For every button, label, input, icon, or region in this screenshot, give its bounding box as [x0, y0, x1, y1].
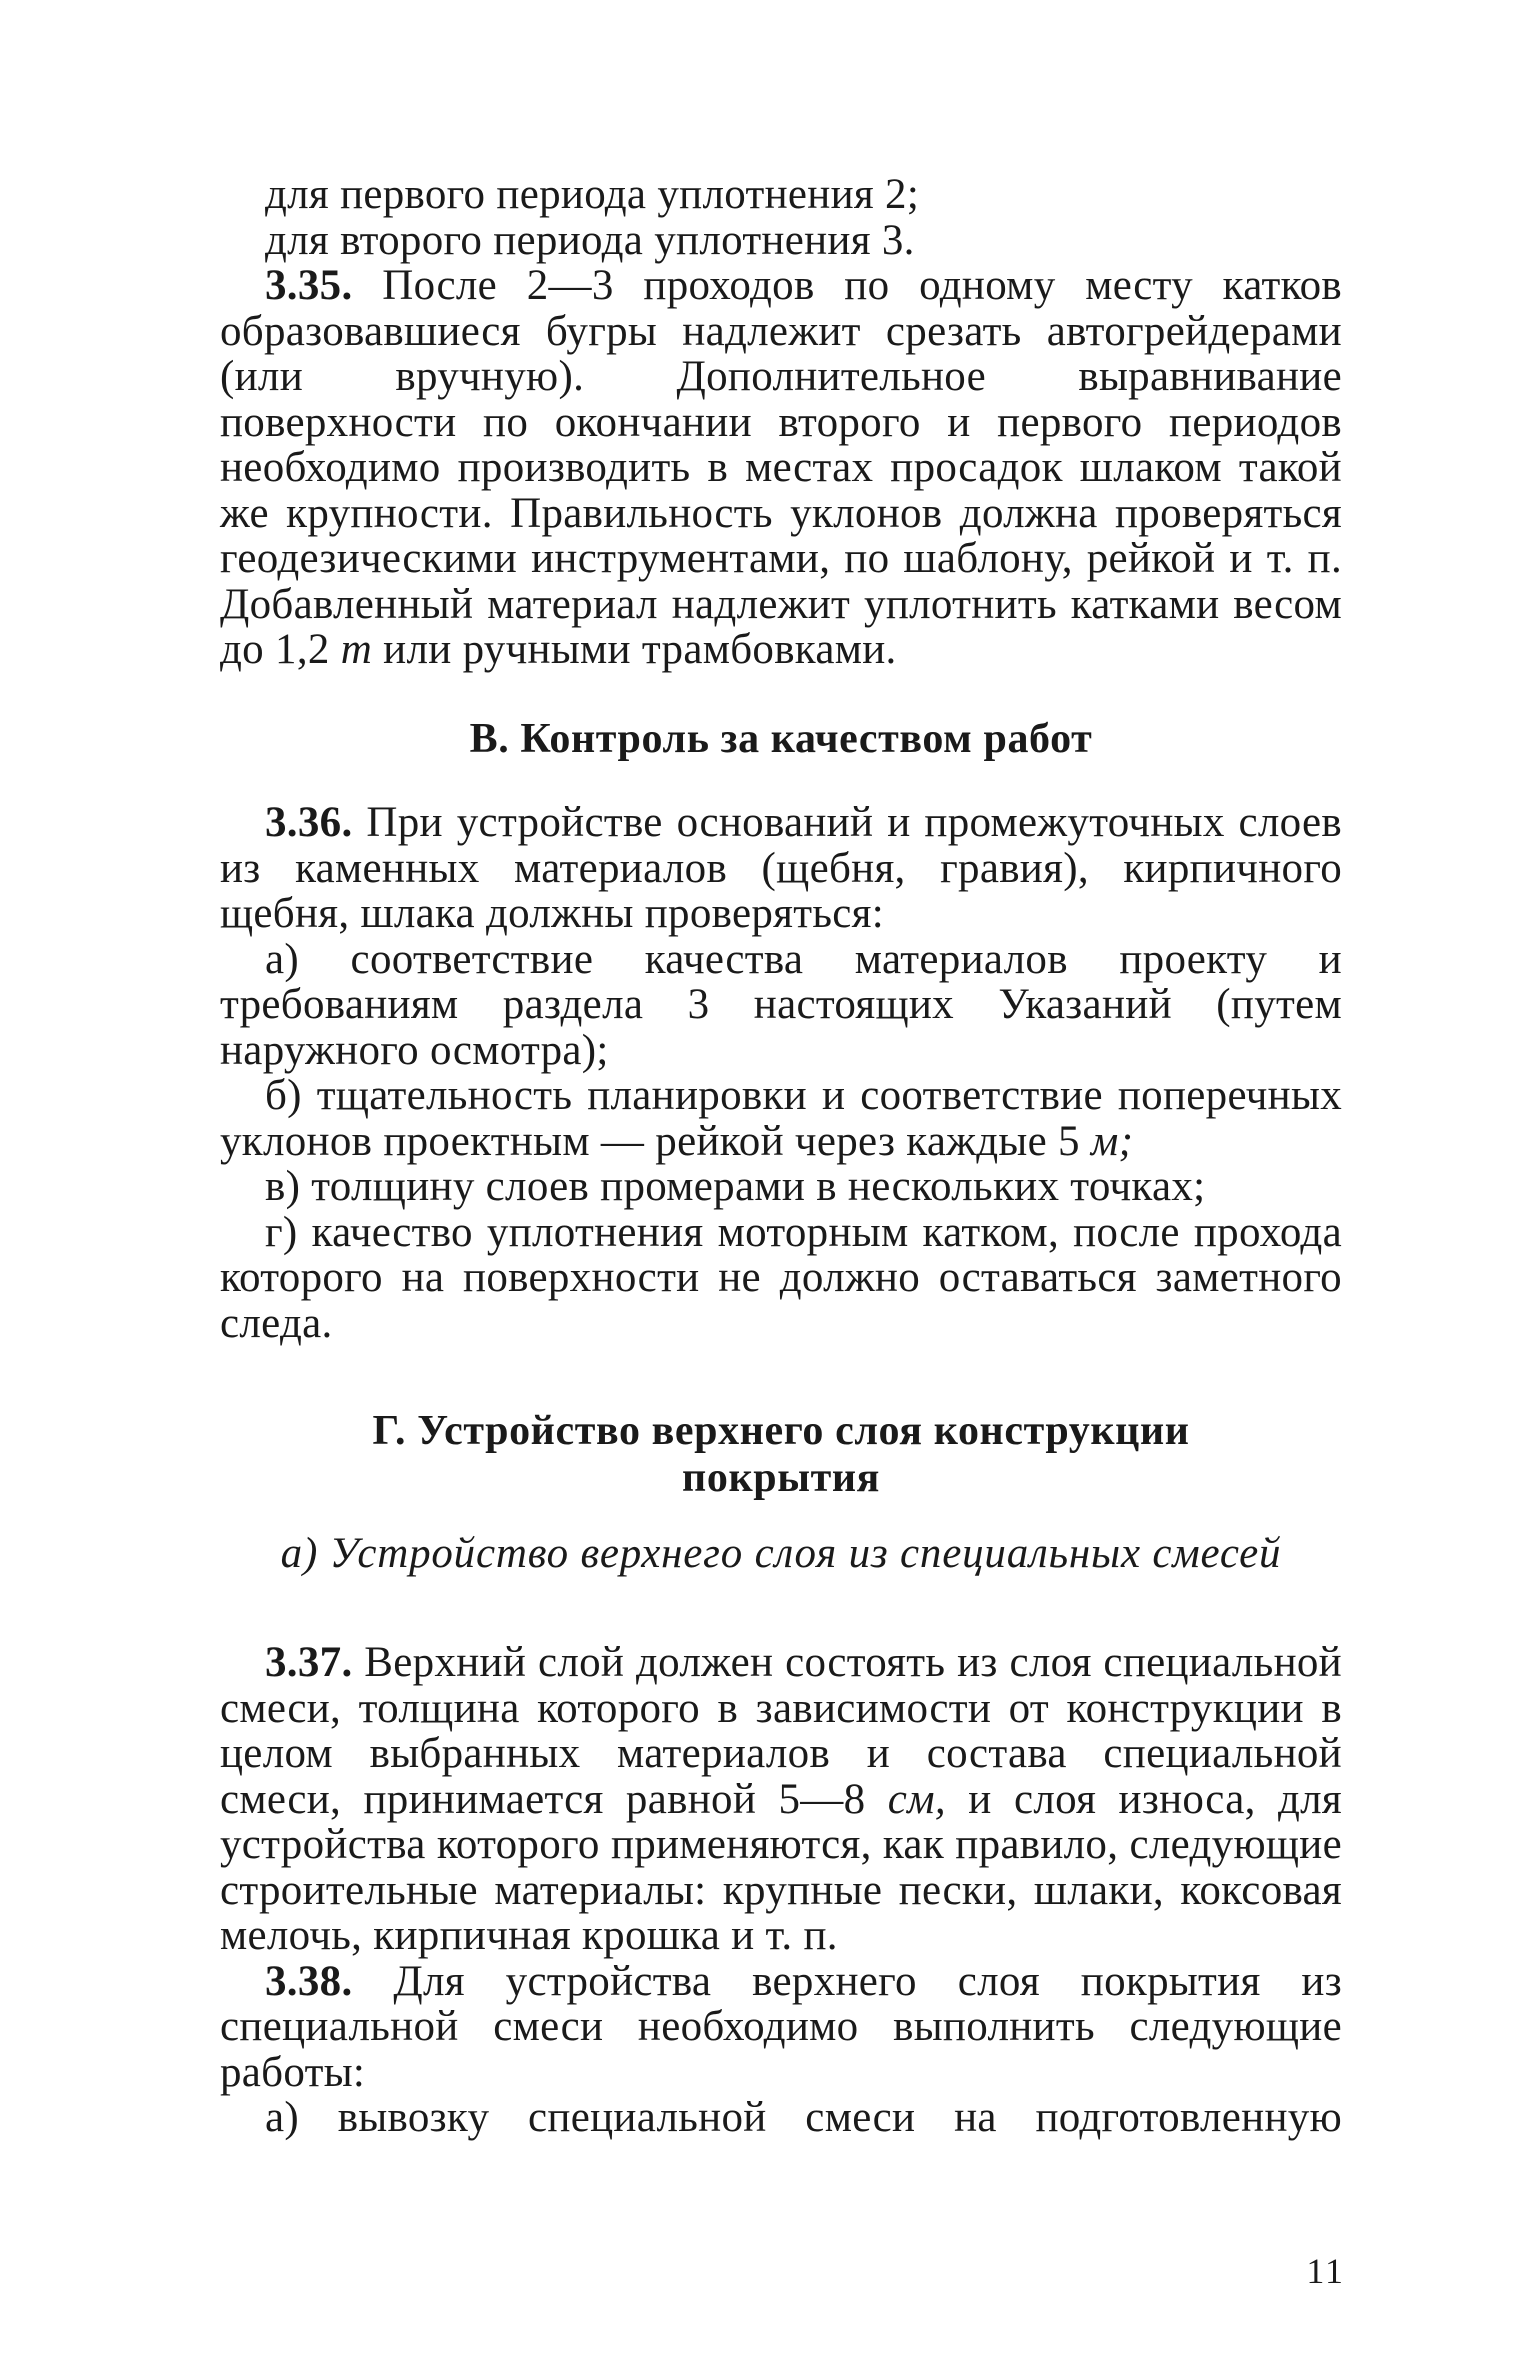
paragraph-3-36	[220, 800, 1342, 937]
paragraph-3-38	[220, 1959, 1342, 2096]
list-item: г) качество уплотнения моторным катком, после прохода которого на поверхности не должно оставаться заметного следа.	[220, 1208, 1342, 1347]
list-item: а) вывозку специальной смеси на подготовленную	[265, 2094, 1342, 2141]
paragraph-text: и слоя износа, для устройства которого применяются, как правило, следующие строительные материалы: крупные пески, шлаки, коксовая мелочь, кирпичная крошка и т. п.	[220, 1775, 1343, 1959]
heading-line: Г. Устройство верхнего слоя конструкции	[372, 1408, 1190, 1454]
paragraph-text: После 2—3 проходов по одному месту катков образовавшиеся бугры надлежит срезать автогрейдерами (или вручную). Дополнительное выравнивание поверхности по окончании второго и первого периодов необходимо производить в местах просадок шлаком такой же крупности. Правильность уклонов должна проверяться геодезическими инструментами, по шаблону, рейкой и т. п. Добавленный материал надлежит уплотнить катками весом до 1,2	[220, 262, 1342, 673]
paragraph-number: 3.35.	[265, 262, 353, 309]
paragraph-number: 3.36.	[265, 799, 353, 846]
paragraph-text: или ручными трамбовками.	[372, 626, 897, 673]
text-block-middle	[220, 800, 1342, 1346]
list-item: в) толщину слоев промерами в нескольких точках;	[265, 1163, 1206, 1210]
paragraph-number: 3.38.	[265, 1957, 353, 2005]
list-item	[220, 1073, 1342, 1164]
paragraph-text: При устройстве оснований и промежуточных слоев из каменных материалов (щебня, гравия), кирпичного щебня, шлака должны проверяться:	[220, 799, 1342, 937]
text-block-bottom	[220, 1640, 1342, 2141]
paragraph-number: 3.37.	[265, 1639, 353, 1686]
list-item-text: б) тщательность планировки и соответствие поперечных уклонов проектным — рейкой через каждые 5	[220, 1072, 1342, 1165]
text-block-top	[220, 172, 1342, 673]
paragraph-text: Верхний слой должен состоять из слоя специальной смеси, толщина которого в зависимости от конструкции в целом выбранных материалов и состава специальной смеси, принимается равной 5—8	[220, 1639, 1342, 1823]
paragraph-text: Для устройства верхнего слоя покрытия из специальной смеси необходимо выполнить следующие работы:	[220, 1957, 1342, 2096]
heading-line: покрытия	[682, 1455, 880, 1501]
text-line: для второго периода уплотнения 3.	[265, 216, 915, 264]
page-number: 11	[1306, 2251, 1345, 2291]
text-line: для первого периода уплотнения 2;	[265, 171, 920, 218]
list-item: а) соответствие качества материалов проекту и требованиям раздела 3 настоящих Указаний (путем наружного осмотра);	[220, 935, 1342, 1074]
subsection-heading: а) Устройство верхнего слоя из специальных смесей	[280, 1530, 1282, 1577]
paragraph-3-37	[220, 1640, 1342, 1959]
unit-text: т	[340, 626, 373, 673]
unit-text: м;	[1090, 1117, 1134, 1165]
section-heading: В. Контроль за качеством работ	[469, 716, 1093, 762]
paragraph-3-35	[220, 263, 1342, 673]
unit-text: см,	[887, 1775, 946, 1823]
section-heading	[220, 1408, 1342, 1502]
